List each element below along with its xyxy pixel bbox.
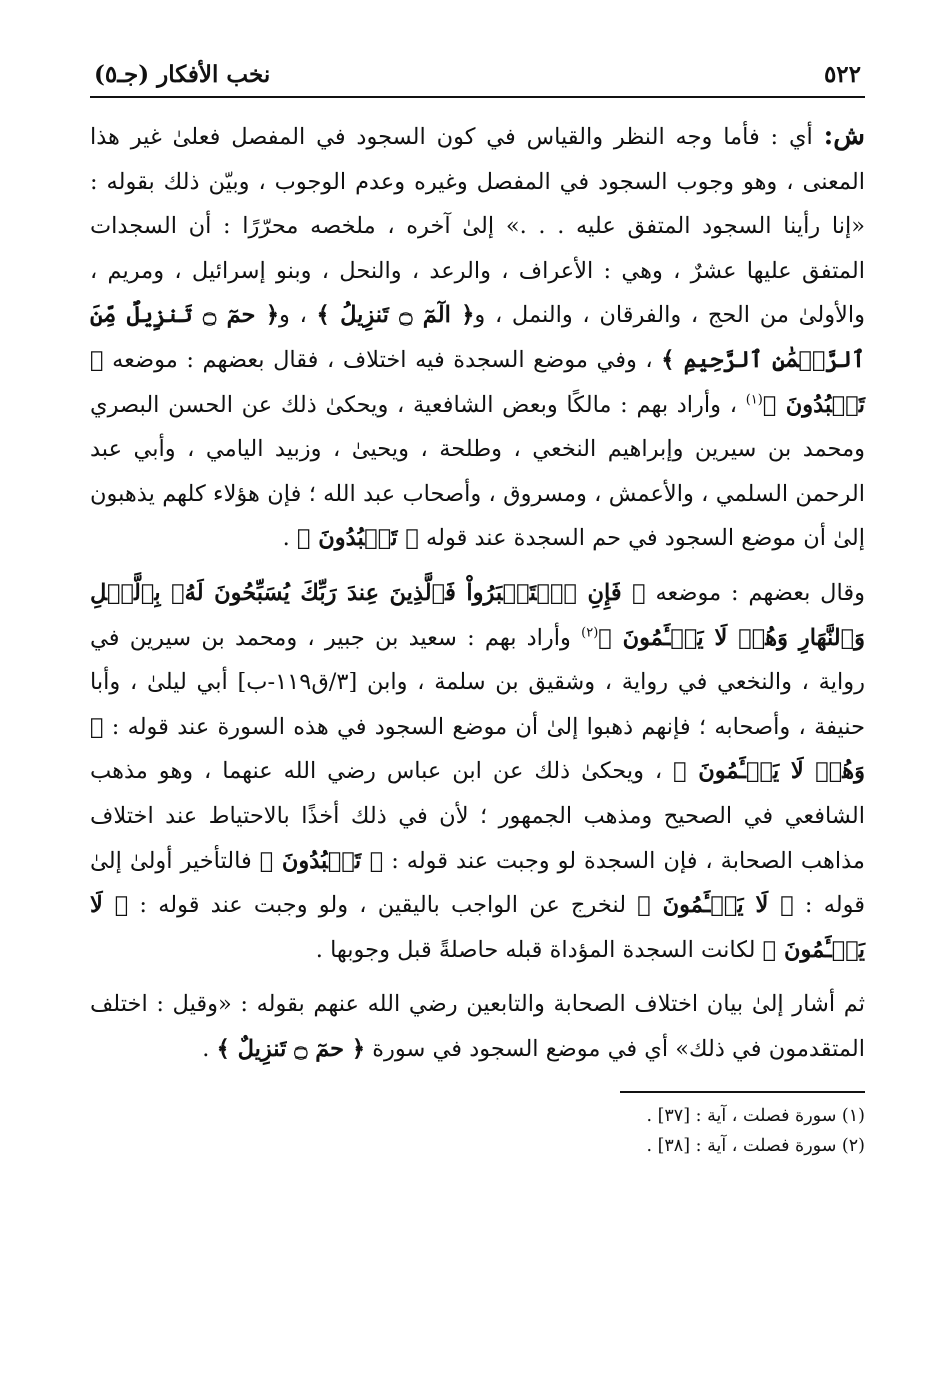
paragraph — [90, 571, 865, 972]
footnotes — [90, 1101, 865, 1161]
body-text — [90, 114, 865, 1071]
text-run: ثم أشار إلىٰ بيان اختلاف الصحابة والتابعين رضي الله عنهم بقوله : «وقيل : اختلف المتقدمون في ذلك» أي في موضع السجود في سورة — [90, 991, 865, 1062]
footnote-rule — [620, 1091, 865, 1093]
quran-citation: ﴿ الٓمٓ ۝ تَنزِيلُ ﴾ — [316, 302, 475, 329]
footnote: (٢) سورة فصلت ، آية : [٣٨] . — [646, 1136, 865, 1157]
header-rule — [90, 96, 865, 98]
text-run: . — [282, 525, 297, 552]
page-number: ٥٢٢ — [823, 61, 861, 88]
book-title: نخب الأفكار (جـ٥) — [94, 61, 271, 88]
quran-citation: ﴿ تَعۡبُدُونَ ﴾ — [259, 847, 384, 874]
text-run: ، و — [279, 302, 317, 329]
quran-citation: ﴿ تَعۡبُدُونَ ﴾ — [90, 346, 866, 418]
quran-citation: ﴿ لَا يَسۡـَٔمُونَ ﴾ — [90, 892, 865, 963]
text-run: . — [202, 1035, 217, 1062]
text-run: وقال بعضهم : موضعه — [645, 579, 866, 606]
quran-citation: ﴿ حمٓ ۝ تَنزِيلٌ مِّنَ ٱلرَّحۡمَٰنِ ٱلرَّحِيمِ ﴾ — [90, 302, 866, 373]
text-run: أي : فأما وجه النظر والقياس في كون السجود في المفصل فعلىٰ غير هذا المعنى ، وهو وجوب السجود في المفصل وغيره وعدم الوجوب ، وبيّن ذلك بقوله : «إنا رأينا السجود المتفق عليه . . .» إلىٰ آخره ، ملخصه محرّرًا : أن السجدات المتفق عليها عشرٌ ، وهي : الأعراف ، والرعد ، والنحل ، وبنو إسرائيل ، ومريم ، والأولىٰ من الحج ، والفرقان ، والنمل ، و — [90, 124, 866, 329]
text-run: ، وفي موضع السجدة فيه اختلاف ، فقال بعضهم : موضعه — [103, 346, 662, 373]
document-page — [90, 58, 865, 1161]
quran-citation: ﴿ تَعۡبُدُونَ ﴾ — [296, 525, 419, 552]
paragraph — [90, 982, 865, 1071]
footnote: (١) سورة فصلت ، آية : [٣٧] . — [646, 1106, 865, 1127]
quran-citation: ﴿ فَإِنِ ٱسۡتَكۡبَرُواْ فَٱلَّذِينَ عِندَ رَبِّكَ يُسَبِّحُونَ لَهُۥ بِٱلَّيۡلِ وَٱلنَّهَارِ وَهُمۡ لَا يَسۡـَٔمُونَ ﴾ — [90, 579, 865, 651]
quran-citation: ﴿ حمٓ ۝ تَنزِيلٌ ﴾ — [216, 1035, 366, 1062]
commentary-marker: ش: — [823, 121, 865, 151]
text-run: ، ويحكىٰ ذلك عن ابن عباس رضي الله عنهما ، وهو مذهب الشافعي في الصحيح ومذهب الجمهور ؛ لأن في ذلك أخذًا بالاحتياط عند اختلاف مذاهب الصحابة ، فإن السجدة لو وجبت عند قوله : — [90, 758, 865, 874]
quran-citation: ﴿ لَا يَسۡـَٔمُونَ ﴾ — [637, 892, 794, 919]
text-run: لنخرج عن الواجب باليقين ، ولو وجبت عند قوله : — [128, 892, 638, 919]
footnote-marker: (١) — [745, 392, 763, 408]
text-run: ، وأراد بهم : مالكًا وبعض الشافعية ، ويحكىٰ ذلك عن الحسن البصري ومحمد بن سيرين وإبراهيم النخعي ، وطلحة ، ويحيىٰ ، وزبيد اليامي ، وأبي عبد الرحمن السلمي ، والأعمش ، ومسروق ، وأصحاب عبد الله ؛ فإن هؤلاء كلهم يذهبون إلىٰ أن موضع السجود في حم السجدة عند قوله — [90, 391, 865, 552]
running-head — [90, 58, 865, 92]
footnote-marker: (٢) — [581, 625, 599, 641]
quran-citation: ﴿ وَهُمۡ لَا يَسۡـَٔمُونَ ﴾ — [90, 713, 865, 785]
text-run: لكانت السجدة المؤداة قبله حاصلةً قبل وجوبها . — [315, 936, 763, 963]
text-run: وأراد بهم : سعيد بن جبير ، ومحمد بن سيرين في رواية ، والنخعي في رواية ، وشقيق بن سلمة ، وابن [٣/ق١١٩-ب] أبي ليلىٰ ، وأبا حنيفة ، وأصحابه ؛ فإنهم ذهبوا إلىٰ أن موضع السجود في هذه السورة عند قوله : — [90, 624, 865, 740]
paragraph — [90, 114, 865, 561]
text-run: فالتأخير أولىٰ إلىٰ قوله : — [90, 847, 866, 919]
